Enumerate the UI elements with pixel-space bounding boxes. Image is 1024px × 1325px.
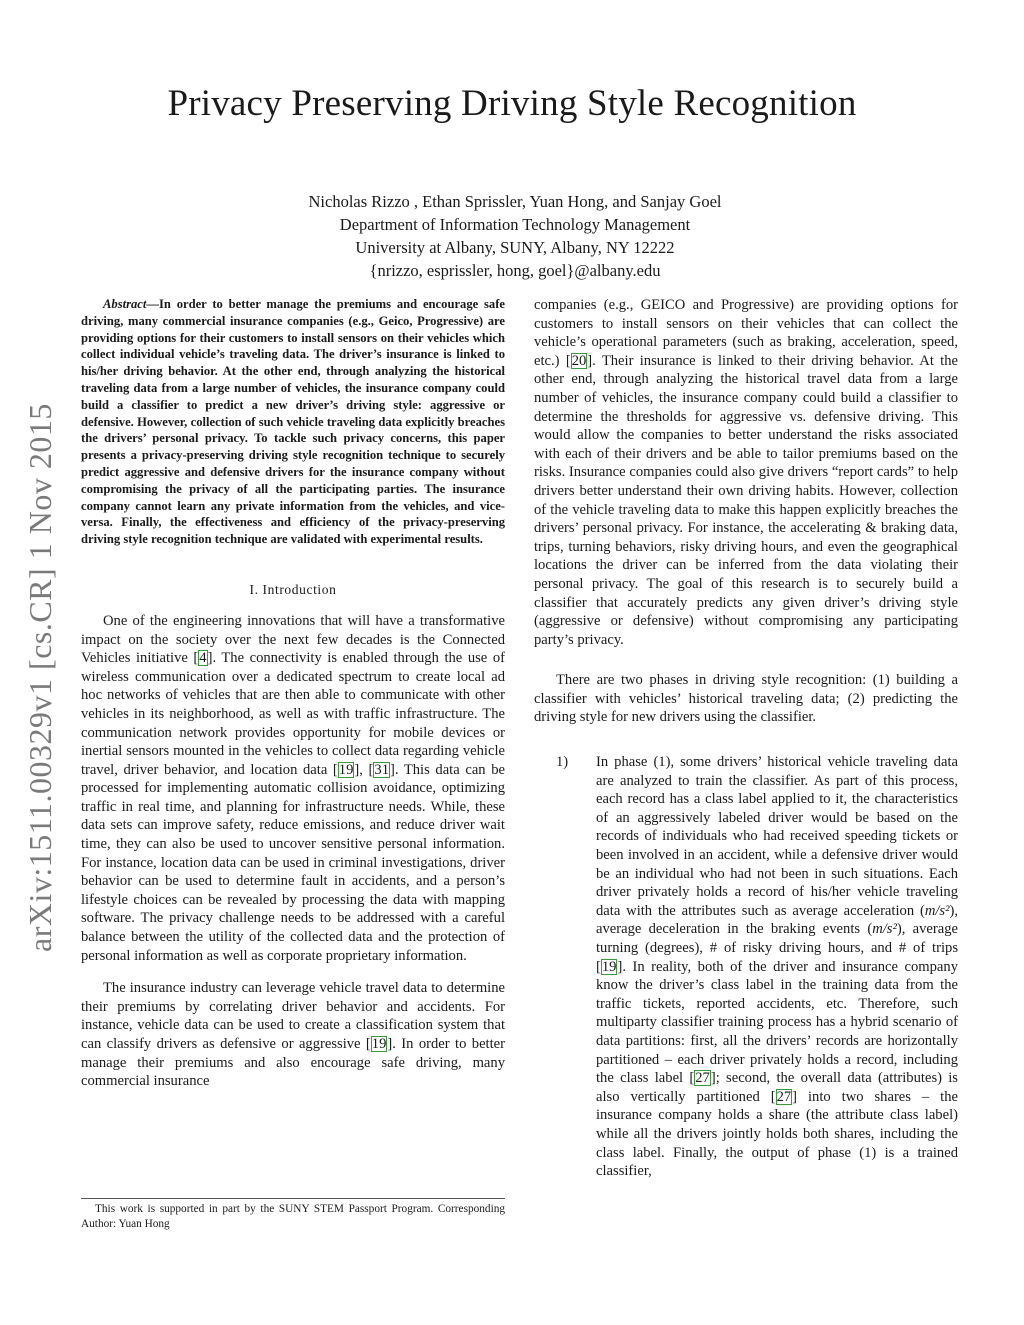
citation-link[interactable]: 4	[199, 650, 207, 667]
right-column	[534, 296, 958, 1195]
right-paragraph-2: There are two phases in driving style recognition: (1) building a classifier with vehicles’ historical traveling data; (2) predicting the driving style for new drivers using the classifier.	[534, 672, 958, 726]
arxiv-watermark: arXiv:1511.00329v1 [cs.CR] 1 Nov 2015	[22, 403, 58, 952]
text-run: ]. In order to better manage their premiums and also encourage safe driving, many commercial insurance	[81, 1036, 505, 1090]
list-item-text	[596, 753, 958, 1181]
citation-link[interactable]: 19	[338, 761, 354, 778]
math-units: m/s²	[872, 921, 897, 938]
text-run: ], [	[354, 761, 374, 778]
text-run: companies (e.g., GEICO and Progressive) are providing options for customers to install sensors on their vehicles that can collect the vehicle’s operational parameters (such as braking, acceleration, speed, etc.) [	[534, 297, 958, 369]
abstract-text: —In order to better manage the premiums and encourage safe driving, many commercial insurance companies (e.g., Geico, Progressive) are providing options for their customers to install sensors on their vehicles which collect individual vehicle’s traveling data. The driver’s insurance is linked to his/her driving behavior. At the other end, through analyzing the historical traveling data from a large number of vehicles, the insurance company could build a classifier to predict a new driver’s driving style: aggressive or defensive. However, collection of such vehicle traveling data explicitly breaches the drivers’ personal privacy. To tackle such privacy concerns, this paper presents a privacy-preserving driving style recognition technique to securely predict aggressive and defensive drivers for the insurance company without compromising the privacy of all the participating parties. The insurance company cannot learn any private information from the vehicles, and vice-versa. Finally, the effectiveness and efficiency of the privacy-preserving driving style recognition technique are validated with experimental results.	[81, 297, 505, 547]
text-run: ]. In reality, both of the driver and insurance company know the driver’s class label in the training data from the traffic tickets, reported accidents, etc. Therefore, such multiparty classifier training process has a hybrid scenario of data partitions: first, all the drivers’ records are horizontally partitioned – each driver privately holds a record, including the class label [	[596, 958, 958, 1087]
author-names: Nicholas Rizzo , Ethan Sprissler, Yuan Hong, and Sanjay Goel	[308, 192, 722, 211]
citation-link[interactable]: 19	[371, 1036, 387, 1053]
paper-title: Privacy Preserving Driving Style Recognition	[167, 83, 857, 124]
text-run: ] into two shares – the insurance company holds a share (the attribute class label) while all the drivers jointly holds both shares, including the class label. Finally, the output of phase (1) is a trained classifier,	[596, 1088, 959, 1180]
text-run: ]. This data can be processed for implementing automatic collision avoidance, optimizing traffic in real time, and planning for infrastructure needs. While, these data sets can improve safety, reduce emissions, and reduce driver wait time, they can also be used to uncover sensitive personal information. For instance, location data can be used in criminal investigations, driver behavior can be used to determine fault in accidents, and a person’s lifestyle choices can be revealed by processing the data with mapping software. The privacy challenge needs to be addressed with a careful balance between the utility of the collected data and the protection of personal information as well as corporate proprietary information.	[81, 761, 505, 964]
intro-paragraph-1	[81, 612, 505, 965]
author-block	[0, 190, 1024, 282]
list-item-phase-1	[534, 753, 958, 1181]
text-run: One of the engineering innovations that will have a transformative impact on the society over the next few decades is the Connected Vehicles initiative [	[81, 612, 505, 667]
intro-paragraph-2	[81, 979, 505, 1091]
footnote: This work is supported in part by the SUNY STEM Passport Program. Corresponding Author: Yuan Hong	[81, 1198, 505, 1232]
math-units: m/s²	[924, 902, 950, 919]
affiliation-department: Department of Information Technology Management	[339, 215, 691, 234]
text-run: In phase (1), some drivers’ historical vehicle traveling data are analyzed to train the classifier. As part of this process, each record has a class label applied to it, the characteristics of an aggressively labeled driver would be based on the records of individuals who had received speeding tickets or been involved in an accident, while a defensive driver would be an individual who had not been in such situations. Each driver privately holds a record of his/her vehicle traveling data with the attributes such as average acceleration (	[596, 754, 958, 919]
right-paragraph-1	[534, 296, 958, 649]
abstract	[81, 296, 505, 548]
author-emails: {nrizzo, esprissler, hong, goel}@albany.edu	[369, 261, 661, 280]
citation-link[interactable]: 31	[374, 761, 389, 778]
text-run: ]; second, the overall data (attributes) is also vertically partitioned [	[596, 1070, 958, 1105]
section-heading-introduction: I. Introduction	[249, 581, 337, 597]
text-run: ]. The connectivity is enabled through the use of wireless communication over a dedicated spectrum to create local ad hoc networks of vehicles that are then able to communicate with other vehicles in its neighborhood, as well as with traffic infrastructure. The communication network provides opportunity for mobile devices or inertial sensors mounted in the vehicles to collect data regarding vehicle travel, driver behavior, and location data [	[81, 650, 505, 778]
citation-link[interactable]: 27	[776, 1088, 792, 1105]
citation-link[interactable]: 27	[695, 1070, 710, 1087]
affiliation-university: University at Albany, SUNY, Albany, NY 12222	[355, 238, 675, 257]
text-run: ), average turning (degrees), # of risky driving hours, and # of trips [	[596, 921, 958, 975]
citation-link[interactable]: 20	[571, 352, 587, 369]
citation-link[interactable]: 19	[601, 958, 617, 975]
text-run: ), average deceleration in the braking events (	[596, 902, 958, 938]
list-number: 1)	[556, 754, 569, 771]
left-column	[81, 296, 505, 1105]
text-run: The insurance industry can leverage vehicle travel data to determine their premiums by correlating driver behavior and accidents. For instance, vehicle data can be used to create a classification system that can classify drivers as defensive or aggressive [	[81, 980, 505, 1053]
abstract-label: Abstract	[103, 297, 147, 311]
text-run: ]. Their insurance is linked to their driving behavior. At the other end, through analyzing the historical travel data from a large number of vehicles, the insurance company could build a classifier to determine the thresholds for aggressive vs. defensive driving. This would allow the companies to better understand the risks associated with each of their drivers and be able to tailor premiums based on the risks. Insurance companies could also give drivers “report cards” to help drivers better understand their own driving habits. However, collection of the vehicle traveling data to make this happen explicitly breaches the drivers’ personal privacy. For instance, the accelerating & braking data, trips, turning behaviors, risky driving hours, and even the geographical locations the driver can be inferred from the data violating their personal privacy. The goal of this research is to securely build a classifier that accurately predicts any given driver’s driving style (aggressive or defensive) without compromising any participating party’s privacy.	[534, 352, 959, 648]
